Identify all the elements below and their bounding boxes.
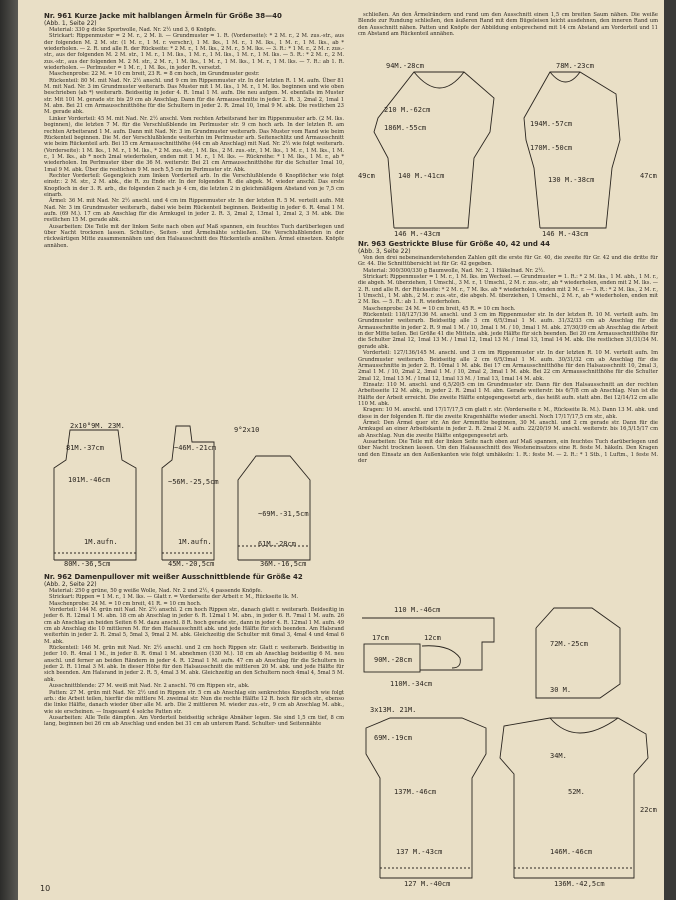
svg-text:110M.-34cm: 110M.-34cm — [390, 680, 433, 688]
svg-text:90M.-28cm: 90M.-28cm — [374, 656, 412, 664]
paragraph: Maschenprobe: 22 M. = 10 cm breit, 23 R. = 8 cm hoch, im Grundmuster gestr. — [49, 71, 260, 78]
paragraph: Material: 300/300/330 g Baumwolle, Nad. Nr. 2, 1 Häkelnad. Nr. 2½. — [363, 267, 545, 274]
pattern-963-schematic — [354, 598, 660, 888]
book-gutter — [0, 0, 18, 900]
svg-text:127 M.-40cm: 127 M.-40cm — [404, 880, 451, 888]
paragraph: Strickart: Rippen = 1 M. r., 1 M. lks. — Glatt r. = Vorderseite der Arbeit r. M., Rückseite lk. M. — [49, 594, 299, 601]
svg-text:94M.-28cm: 94M.-28cm — [386, 62, 424, 70]
svg-text:3x13M. 21M.: 3x13M. 21M. — [370, 706, 417, 714]
pattern-962-title: Nr. 962 Damenpullover mit weißer Ausschnittblende für Größe 42 — [44, 573, 303, 581]
pattern-962-subtitle: (Abb. 2, Seite 22) — [44, 581, 97, 588]
pattern-961-title: Nr. 961 Kurze Jacke mit halblangen Ärmeln für Größe 38—40 — [44, 12, 282, 20]
svg-text:186M.-55cm: 186M.-55cm — [384, 124, 427, 132]
svg-text:~46M.-21cm: ~46M.-21cm — [174, 444, 217, 452]
svg-text:146 M.-43cm: 146 M.-43cm — [542, 230, 589, 238]
svg-text:210 M.-62cm: 210 M.-62cm — [384, 106, 431, 114]
svg-text:80M.-36,5cm: 80M.-36,5cm — [64, 560, 111, 568]
paragraph: Maschenprobe: 24 M. = 10 cm breit, 41 R. = 10 cm hoch. — [49, 600, 202, 607]
svg-text:36M.-16,5cm: 36M.-16,5cm — [260, 560, 307, 568]
svg-text:130 M.-38cm: 130 M.-38cm — [548, 176, 595, 184]
pattern-962-text — [44, 573, 344, 728]
pattern-962-schematic — [354, 58, 660, 238]
pattern-961-text — [44, 12, 344, 249]
svg-text:52M.: 52M. — [568, 788, 585, 796]
paragraph: Vorderteil: 127/136/145 M. anschl. und 3 cm im Rippenmuster str. In der letzten R. 10 M. verteilt aufn. Im Grundmuster weiterarb. Beidseitig alle 2 cm 6/5/3mal 1 M. aufn. 30/31/32 cm ab Anschlag für die Armausschnitte in jeder 2. R. 10mal 1 M. abk. Bei 17 cm Armausschnitthöhe für den Halsausschnitt 10, 2mal 3, 2mal 1 M. / 10, 2mal 2, 3mal 1 M. / 10, 2mal 2, 3mal 1 M. abk. Bei 22 cm Armausschnitthöhe für die Schulter 2mal 12, 1mal 13 M. / 1mal 12, 1mal 13 M. / 1mal 13, 1mal 14 M. abk. — [358, 350, 658, 382]
svg-text:137 M.-43cm: 137 M.-43cm — [396, 848, 443, 856]
svg-text:137M.-46cm: 137M.-46cm — [394, 788, 437, 796]
svg-text:194M.-57cm: 194M.-57cm — [530, 120, 573, 128]
svg-text:146M.-46cm: 146M.-46cm — [550, 848, 593, 856]
svg-text:78M.-23cm: 78M.-23cm — [556, 62, 594, 70]
paragraph: Ärmel: 36 M. mit Nad. Nr. 2½ anschl. und 4 cm im Rippenmuster str. In der letzten R. 5 M. verteilt aufn. Mit Nad. Nr. 3 im Grundmuster weiterarb., dabei wie beim Rückenteil beginnen. Beidseitig in jeder 6. R. 4mal 1 M. aufn. (69 M.). 17 cm ab Anschlag für die Armkugel in jeder 2. R. 3, 2mal 2, 13mal 1, 2mal 2, 3 M. abk. Die restlichen 15 M. gerade abk. — [44, 198, 344, 224]
pattern-963-subtitle: (Abb. 3, Seite 22) — [358, 248, 411, 255]
svg-text:1M.aufn.: 1M.aufn. — [178, 538, 212, 546]
svg-text:49cm: 49cm — [358, 172, 375, 180]
paragraph: Rückenteil: 146 M. grün mit Nad. Nr. 2½ anschl. und 2 cm hoch Rippen str. Glatt r. weiterarb. Beidseitig in jeder 10. R. 4mal 1 M., in jeder 8. R. 6mal 1 M. abnehmen (130 M.). 18 cm ab Anschlag beidseitig 6 M. neu anschl. und ferner an beiden Rändern in jeder 4. R. 12mal 1 M. aufn. 47 cm ab Anschlag für die Schultern in jeder 2. R. 11mal 3 M. abk. In dieser Höhe für den Halsausschnitt die mittleren 20 M. abk. und jede Hälfte für sich beenden. Am Halsrand in jeder 2. R. 5, 4mal 3 M. abk. Gleichzeitig an den Schultern noch 4mal 4, 5mal 5 M. abk. — [44, 645, 344, 683]
svg-text:170M.-50cm: 170M.-50cm — [530, 144, 573, 152]
svg-text:17cm: 17cm — [372, 634, 389, 642]
svg-text:22cm: 22cm — [640, 806, 657, 814]
svg-text:34M.: 34M. — [550, 752, 567, 760]
svg-text:~69M.-31,5cm: ~69M.-31,5cm — [258, 510, 309, 518]
pattern-963-text — [358, 240, 658, 464]
paragraph: Rechter Vorderteil: Gegengleich zum linken Vorderteil arb. In die Verschlußblende 6 Knopflöcher wie folgt einstr.: 2 M. str., 2 M. abk., die R. zu Ende str. In der folgenden R. die abgek. M. wieder anschl. Das erste Knopfloch in der 3. R. arb., die folgenden 2 nach je 4 cm, die letzten 2 in gleichmäßigem Abstand von je 7,5 cm einarb. — [44, 172, 344, 198]
paragraph: Patten: 27 M. grün mit Nad. Nr. 2½ und in Rippen str. 5 cm ab Anschlag ein senkrechtes Knopfloch wie folgt arb.: die Arbeit teilen, hierfür die mittlere M. zweimal str. Nun die rechte Hälfte 12 R. hoch für sich str., ebenso die linke Hälfte, danach wieder über alle M. arb. Die 2 mittleren M. wieder zus.-str., 9 cm ab Anschlag M. abk., wie sie erscheinen. — Insgesamt 4 solche Patten str. — [44, 689, 344, 715]
pattern-961-subtitle: (Abb. 1, Seite 22) — [44, 20, 97, 27]
svg-text:101M.-46cm: 101M.-46cm — [68, 476, 111, 484]
paragraph: Vorderteil: 144 M. grün mit Nad. Nr. 2½ anschl. 2 cm hoch Rippen str., danach glatt r. weiterarb. Beidseitig in jeder 6. R. 12mal 1 M. abn. 18 cm ab Anschlag in jeder 6. R. 12mal 1 M. abn., in jeder 6. R. 7mal 1 M. aufn. 26 cm ab Anschlag an beiden Seiten 6 M. dazu anschl. 8 R. hoch gerade str., dann in jeder 4. R. 12mal 1 M. aufn. 49 cm ab Anschlag die 10 mittleren M. für den Halsausschnitt abk. und jede Hälfte für sich beenden. Am Halsrand weiterhin in jeder 2. R. 2mal 5, 5mal 3, 9mal 2 M. abk. Gleichzeitig die Schulter mit 6mal 3, 4mal 4 und 4mal 6 M. abk. — [44, 607, 344, 645]
svg-text:2x10°9M. 23M.: 2x10°9M. 23M. — [70, 422, 125, 430]
paragraph: Material: 250 g grüne, 50 g weiße Wolle, Nad. Nr. 2 und 2½, 4 passende Knöpfe. — [49, 588, 263, 594]
paragraph: Strickart: Rippenmuster = 2 M. r., 2 M. li. — Grundmuster = 1. R. (Vorderseite): * 2 M. r., 2 M. zus.-str., aus der folgenden M. 2 M. str. (1 M. r., 1 M. r. verschr.), 1 M. lks., 1 M. r., 1 M. lks., 1 M. r., 1 M. lks., ab * wiederholen. — 2. R. und alle R. der Rückseite: * 2 M. r., 1 M. lks., 2 M. r., 5 M. lks. — 3. R.: * 1 M. r., 2 M. r. zus.-str., aus der folgenden M. 2 M. str., 1 M. r., 1 M. lks., 1 M. r., 1 M. lks., 1 M. r., 1 M. lks. — 5. R.: * 2 M. r., 2 M. zus.-str., aus der folgenden M. 2 M. str., 2 M. r., 1 M. lks., 1 M. r., 1 M. lks., 1 M. r., 1 M. lks. — 7. R.: ab 1. R. wiederholen. — Perlmuster = 1 M. r., 1 M. lks., in jeder R. versetzt. — [44, 33, 344, 72]
svg-text:47cm: 47cm — [640, 172, 657, 180]
svg-text:72M.-25cm: 72M.-25cm — [550, 640, 588, 648]
paragraph: Strickart: Rippenmuster = 1 M. r., 1 M. lks. im Wechsel. — Grundmuster = 1. R.: * 2 M. lks., 1 M. abh., 1 M. r., die abgeh. M. überziehen, 1 Umschl., 3 M. r., 1 Umschl., 2 M. r. zus.-str., ab * wiederholen, enden mit 2 M. lks. — 2. R. und alle R. der Rückseite: * 2 M. r., 7 M. lks. ab * wiederholen, enden mit 2 M. r. — 3. R.: * 2 M. lks., 2 M. r., 1 Umschl., 1 M. abh., 2 M. r. zus.-str., die abgeh. M. überziehen, 1 Umschl., 2 M. r., ab * wiederholen, enden mit 2 M. lks. — 5. R.: ab 1. R. wiederholen. — [358, 274, 658, 306]
svg-text:~56M.-25,5cm: ~56M.-25,5cm — [168, 478, 219, 486]
pattern-961-schematic — [44, 420, 348, 568]
paragraph: Material: 330 g dicke Sportwolle, Nad. Nr. 2½ und 3, 6 Knöpfe. — [49, 27, 217, 33]
paragraph: Ausarbeiten: Die Teile mit der linken Seite nach oben auf Maß spannen, ein feuchtes Tuch darüberlegen und über Nacht trocknen lassen. Um den Halsausschnitt des Westeneinsatzes eine R. feste M. häkeln. Den Kragen und den Einsatz an den Außenkanten wie folgt umhäkeln: 1. R.: feste M. — 2. R.: * 1 Stb., 1 Luftm., 1 feste M. der — [358, 438, 658, 464]
paragraph: Ausarbeiten: Alle Teile dämpfen. Am Vorderteil beidseitig schräge Abnäher legen. Sie sind 1,5 cm tief, 8 cm lang, beginnen bei 26 cm ab Anschlag und enden bei 31 cm ab unterem Rand. Schulter- und Seitennähte — [44, 714, 344, 728]
svg-text:30 M.: 30 M. — [550, 686, 572, 694]
svg-text:81M.-37cm: 81M.-37cm — [66, 444, 104, 452]
svg-text:110 M.-46cm: 110 M.-46cm — [394, 606, 441, 614]
svg-text:9°2x10: 9°2x10 — [234, 426, 260, 434]
paragraph: Einsatz: 110 M. anschl. und 6,5/20/5 cm im Grundmuster str. Dann für den Halsausschnitt an der rechten Arbeitsseite 12 M. abk., in jeder 2. R. 2mal 1 M. abn. Gerade weiterstr. bis 6/7/8 cm ab Anschlag. Nun ist die Hälfte der Arbeit erreicht. Die zweite Hälfte entgegengesetzt arb., das heißt aufn. statt abn. Bei 12/14/12 cm alle 110 M. abk. — [358, 381, 658, 407]
svg-text:1M.aufn.: 1M.aufn. — [84, 538, 118, 546]
svg-text:45M.-20,5cm: 45M.-20,5cm — [168, 560, 215, 568]
svg-text:136M.-42,5cm: 136M.-42,5cm — [554, 880, 605, 888]
page-number: 10 — [40, 884, 51, 893]
paragraph: Kragen: 10 M. anschl. und 17/17/17,5 cm glatt r. str. (Vorderseite r. M., Rückseite lk. M.). Dann 13 M. abk. und diese in der folgenden R. für die zweite Kragenhälfte wieder anschl. Noch 17/17/17,5 cm str., abk. — [358, 407, 658, 420]
pattern-963-title: Nr. 963 Gestrickte Bluse für Größe 40, 42 und 44 — [358, 240, 551, 248]
paragraph: Linker Vorderteil: 45 M. mit Nad. Nr. 2½ anschl. Vom rechten Arbeitsrand her im Rippenmuster arb. (2 M. lks. beginnen), die letzten 7 M. für die Verschlußblende im Perlmuster str. 9 cm hoch arb. In der letzten R. am rechten Arbeitsrand 1 M. aufn. Dann mit Nad. Nr. 3 im Grundmuster weiterarb. Das Muster vom Rand wie beim Rückenteil beginnen. Die M. der Verschlußblende weiterhin im Perlmuster arb. Seitenschlitz und Armausschnitt wie beim Rückenteil arb. Bei 15 cm Armausschnitthöhe (44 cm ab Anschlag) mit Nad. Nr. 2½ wie folgt weiterarb. (Vorderseite): 1 M. lks., 1 M. r., 1 M. lks., * 2 M. zus.-str., 1 M. lks., 2 M. zus.-str., 1 M. lks., 1 M. r., 1 M. lks., 1 M. r., 1 M. lks., ab * noch 2mal wiederholen, enden mit 1 M. r., 1 M. lks. — Rückreihe: * 1 M. lks., 1 M. r., ab * wiederholen. Im Perlmuster über die 36 M. weiterstr. Bei 21 cm Armausschnitthöhe für die Schulter 1mal 10, 1mal 9 M. abk. Über die restlichen 9 M. noch 5,5 cm im Perlmuster str. Abk. — [44, 115, 344, 173]
svg-text:12cm: 12cm — [424, 634, 441, 642]
paragraph: Ausschnittblende: 27 M. weiß mit Nad. Nr. 2 anschl. 76 cm Rippen str., abk. — [49, 683, 250, 690]
pattern-962-continuation — [358, 12, 658, 37]
paragraph: Maschenprobe: 24 M. = 10 cm breit, 45 R. = 10 cm hoch. — [363, 305, 516, 312]
paragraph: Rückenteil: 118/127/136 M. anschl. und 3 cm im Rippenmuster str. In der letzten R. 10 M. verteilt aufn. Im Grundmuster weiterarb. Beidseitig alle 3 cm 6/5/3mal 1 M. aufn. 31/32/33 cm ab Anschlag für die Armausschnitte in jeder 2. R. 9 mal 1 M. / 10, 3mal 1 M. / 10, 3mal 1 M. abk. 27/30/39 cm ab Anschlag die Arbeit in der Mitte teilen. Bei Größe 41 die Mitteln. abk. jede Hälfte für sich beenden. Bei 20 cm Armausschnitthöhe für die Schulter 2mal 12, 1mal 13 M. / 1mal 12, 1mal 13 M. / 1mal 13, 1mal 14 M. abk. Die restlichen 31/31/34 M. gerade abk. — [358, 312, 658, 350]
paragraph: Ärmel: Den Ärmel quer str. An der Armmitte beginnen, 30 M. anschl. und 2 cm gerade str. Dann für die Armkugel an einer Arbeitskante in jeder 2. R. 2mal 2 M. aufn. 22/20/19 M. anschl. weiterstr. bis 16,5/15/17 cm ab Anschlag. Nun die zweite Hälfte entgegengesetzt arb. — [358, 419, 658, 439]
paragraph: Ausarbeiten: Die Teile mit der linken Seite nach oben auf Maß spannen, ein feuchtes Tuch darüberlegen und über Nacht trocknen lassen. Schulter-, Seiten- und Ärmelnähte schließen. Die Verschlußblenden in der rückwärtigen Mitte zusammennähen und den Halsausschnitt des Rückenteils annähen. Ärmel einsetzen. Knöpfe annähen. — [44, 223, 344, 249]
svg-text:140 M.-41cm: 140 M.-41cm — [398, 172, 445, 180]
svg-text:146 M.-43cm: 146 M.-43cm — [394, 230, 441, 238]
svg-text:69M.-19cm: 69M.-19cm — [374, 734, 412, 742]
magazine-page — [18, 0, 664, 900]
paragraph: schließen. An den Ärmelrändern und rund um den Ausschnitt einen 1,5 cm breiten Saum nähen. Die weiße Blende zur Rundung schließen, den äußeren Rand mit dem Bügeleisen leicht ausdehnen, den inneren Rand um den Ausschnitt nähen. Patten und Knöpfe der Abbildung entsprechend mit 14 cm Abstand am Vorderteil und 11 cm Abstand am Rückenteil annähen. — [358, 12, 658, 38]
paragraph: Von den drei nebeneinanderstehenden Zahlen gilt die erste für Gr. 40, die zweite für Gr. 42 und die dritte für Gr. 44. Die Schnittübersicht ist für Gr. 42 gegeben. — [358, 255, 658, 268]
paragraph: Rückenteil: 80 M. mit Nad. Nr. 2½ anschl. und 9 cm im Rippenmuster str. In der letzten R. 1 M. aufn. Über 81 M. mit Nad. Nr. 3 im Grundmuster weiterarb. Das Muster mit 1 M. lks., 1 M. r., 1 M. lks. beginnen und wie oben beschrieben (ab *) weiterarb. Beidseitig in jeder 4. R. 1mal 1 M. aufn. Die neu aufgen. M. ebenfalls im Muster str. Mit 101 M. gerade str. bis 29 cm ab Anschlag. Dann für die Armausschnitte in jeder 2. R. 3, 2mal 2, 1mal 1 M. abn. Bei 21 cm Armausschnitthöhe für die Schultern in jeder 2. R. 2mal 10, 1mal 9 M. abk. Die restlichen 23 M. gerade abk. — [44, 77, 344, 116]
svg-text:61M.-28cm: 61M.-28cm — [258, 540, 296, 548]
